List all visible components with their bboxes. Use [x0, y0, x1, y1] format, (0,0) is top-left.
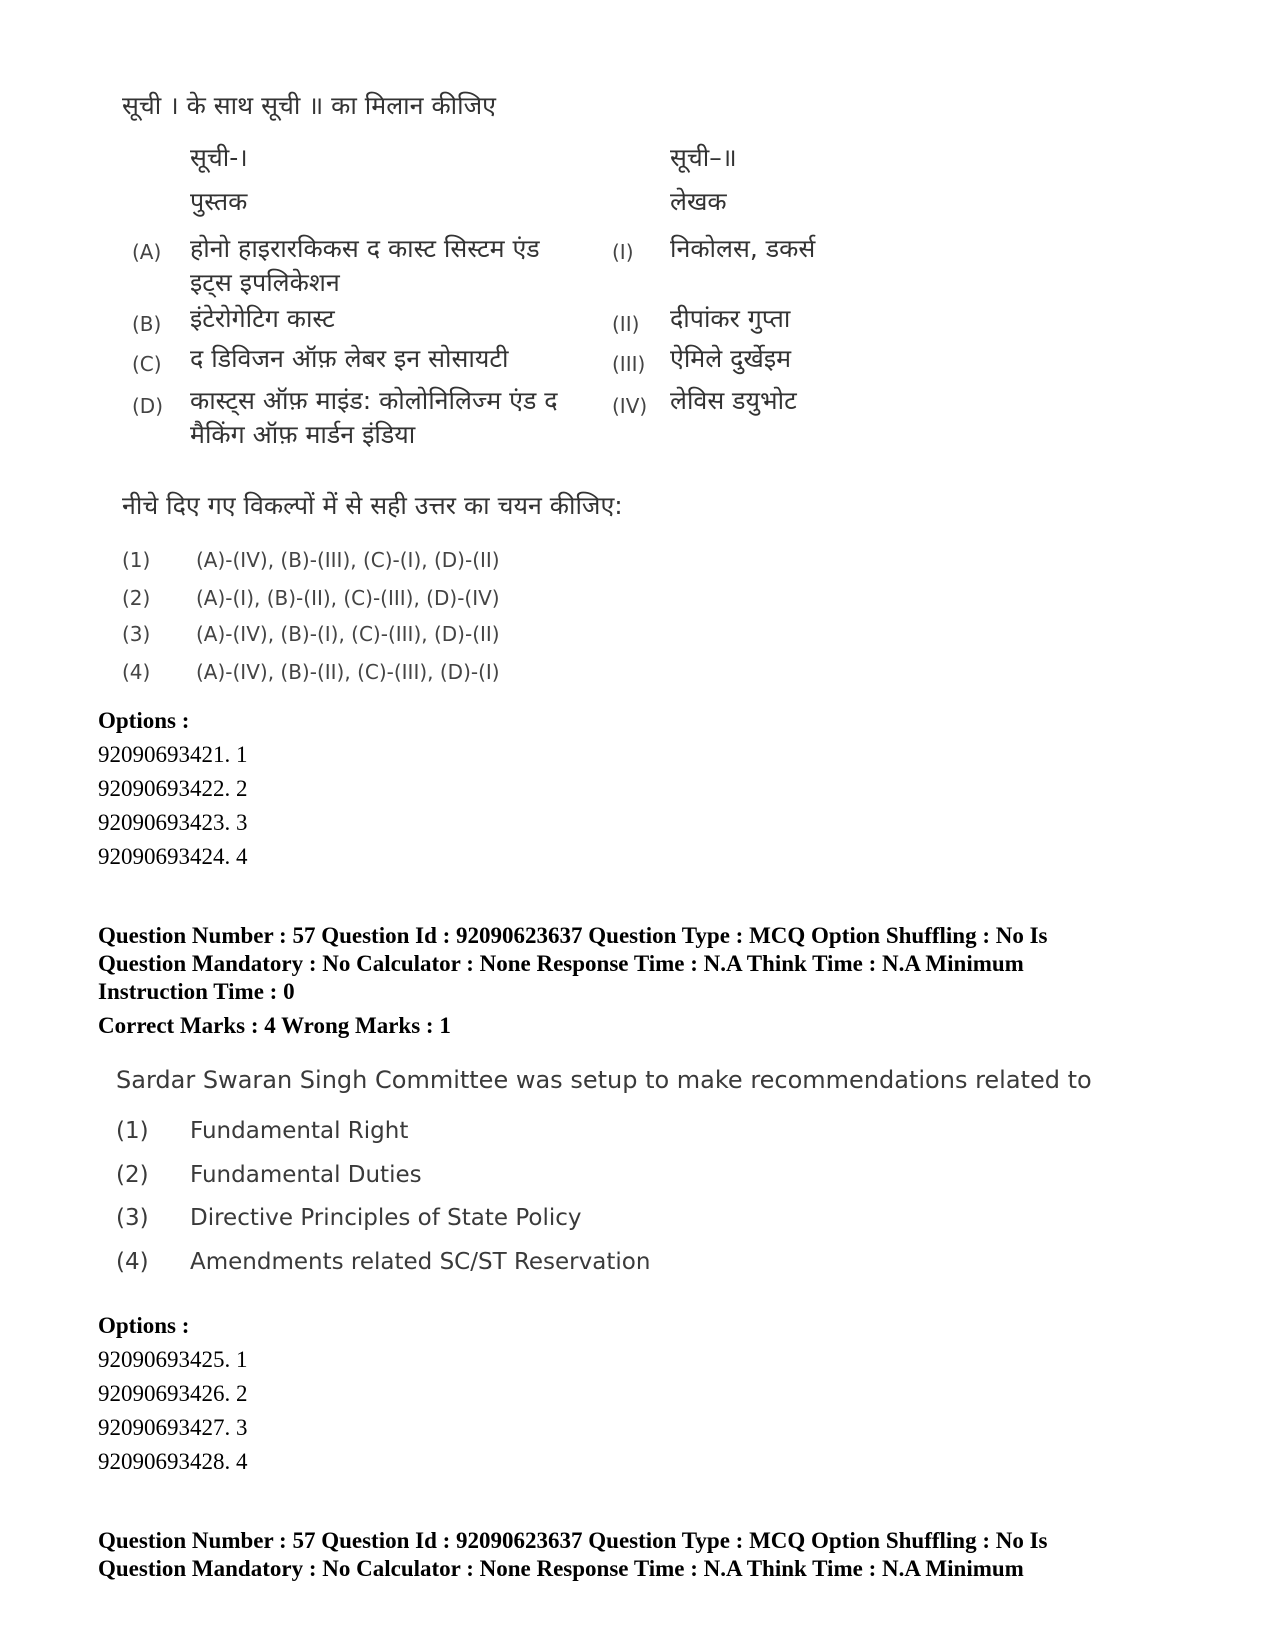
list2-item: लेविस डयुभोट: [670, 386, 797, 415]
list1-item-line: इट्स इपलिकेशन: [190, 268, 340, 297]
choice-number: (4): [116, 1249, 149, 1275]
option-item: 92090693421. 1: [98, 742, 248, 767]
choice-text: Directive Principles of State Policy: [190, 1205, 582, 1231]
options-heading: Options :: [98, 1313, 190, 1338]
choice-number: (4): [122, 660, 151, 684]
list2-subtitle: लेखक: [670, 187, 727, 216]
option-item: 92090693425. 1: [98, 1347, 248, 1372]
list2-label: (III): [612, 352, 646, 376]
list1-item-line: मैकिंग ऑफ़ मार्डन इंडिया: [190, 420, 416, 449]
list2-label: (II): [612, 312, 640, 336]
list1-label: (C): [132, 352, 162, 376]
list1-item-line: द डिविजन ऑफ़ लेबर इन सोसायटी: [190, 344, 509, 373]
option-item: 92090693422. 2: [98, 776, 248, 801]
choice-number: (2): [116, 1162, 149, 1188]
list2-label: (IV): [612, 394, 648, 418]
meta-line: Question Number : 57 Question Id : 92090623637 Question Type : MCQ Option Shuffling : No Is: [98, 923, 1048, 948]
meta-line: Question Number : 57 Question Id : 92090623637 Question Type : MCQ Option Shuffling : No Is: [98, 1528, 1048, 1553]
choice-text: Amendments related SC/ST Reservation: [190, 1249, 651, 1275]
marks-line: Correct Marks : 4 Wrong Marks : 1: [98, 1013, 451, 1038]
choice-text: Fundamental Right: [190, 1118, 409, 1144]
list2-label: (I): [612, 240, 634, 264]
list2-title: सूची–॥: [670, 143, 737, 172]
list1-label: (A): [132, 240, 162, 264]
list1-label: (D): [132, 394, 164, 418]
choice-number: (1): [122, 548, 151, 572]
list1-item-line: इंटेरोगेटिग कास्ट: [190, 304, 335, 333]
meta-line: Question Mandatory : No Calculator : None Response Time : N.A Think Time : N.A Minimum: [98, 1556, 1024, 1581]
choice-text: (A)-(I), (B)-(II), (C)-(III), (D)-(IV): [196, 586, 500, 610]
question-instruction: सूची । के साथ सूची ॥ का मिलान कीजिए: [122, 91, 497, 120]
choice-text: (A)-(IV), (B)-(III), (C)-(I), (D)-(II): [196, 548, 500, 572]
list1-title: सूची-।: [190, 143, 248, 172]
choice-number: (3): [116, 1205, 149, 1231]
option-item: 92090693423. 3: [98, 810, 248, 835]
list2-item: ऐमिले दुर्खेइम: [670, 344, 792, 373]
meta-line: Instruction Time : 0: [98, 979, 295, 1004]
option-item: 92090693428. 4: [98, 1449, 248, 1474]
list1-subtitle: पुस्तक: [190, 187, 248, 216]
question-text: Sardar Swaran Singh Committee was setup to make recommendations related to: [116, 1066, 1092, 1094]
choose-prompt: नीचे दिए गए विकल्पों में से सही उत्तर का चयन कीजिए:: [122, 491, 623, 520]
choice-number: (1): [116, 1118, 149, 1144]
option-item: 92090693424. 4: [98, 844, 248, 869]
list2-item: दीपांकर गुप्ता: [670, 304, 791, 333]
list2-item: निकोलस, डकर्स: [670, 234, 816, 263]
options-heading: Options :: [98, 708, 190, 733]
option-item: 92090693427. 3: [98, 1415, 248, 1440]
choice-text: (A)-(IV), (B)-(II), (C)-(III), (D)-(I): [196, 660, 500, 684]
meta-line: Question Mandatory : No Calculator : None Response Time : N.A Think Time : N.A Minimum: [98, 951, 1024, 976]
choice-text: Fundamental Duties: [190, 1162, 422, 1188]
option-item: 92090693426. 2: [98, 1381, 248, 1406]
choice-text: (A)-(IV), (B)-(I), (C)-(III), (D)-(II): [196, 622, 500, 646]
list1-item-line: होनो हाइरारकिकस द कास्ट सिस्टम एंड: [190, 234, 540, 263]
choice-number: (3): [122, 622, 151, 646]
list1-item-line: कास्ट्स ऑफ़ माइंड: कोलोनिलिज्म एंड द: [190, 386, 558, 415]
list1-label: (B): [132, 312, 162, 336]
choice-number: (2): [122, 586, 151, 610]
